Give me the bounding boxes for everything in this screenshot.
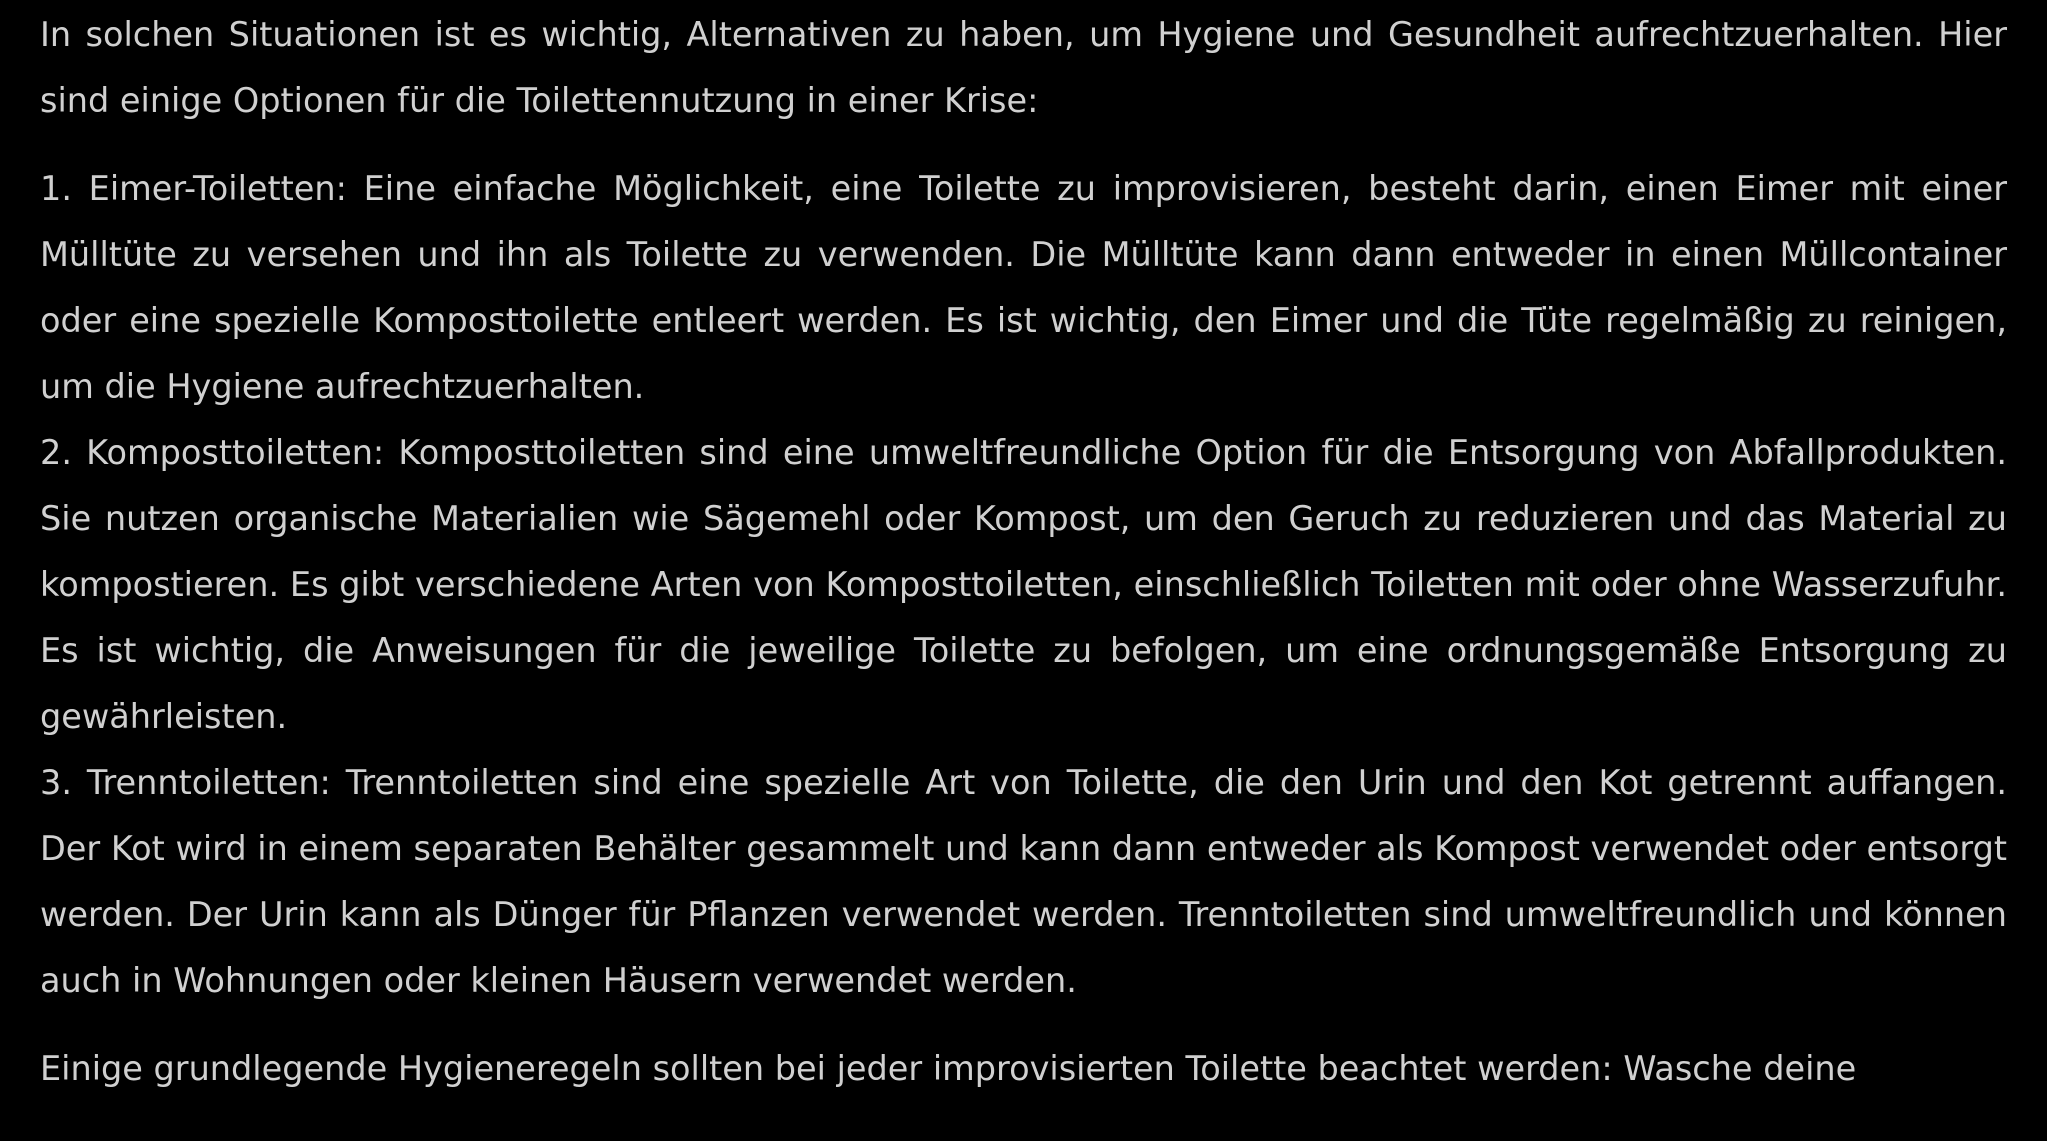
list-item-separating-toilet: 3. Trenntoiletten: Trenntoiletten sind eine spezielle Art von Toilette, die den Urin und den Kot getrennt auffangen. Der Kot wird in einem separaten Behälter gesammelt und kann dann entweder als Kompost verwendet oder entsorgt werden. Der Urin kann als Dünger für Pflanzen verwendet werden. Trenntoiletten sind umweltfreundlich und können auch in Wohnungen oder kleinen Häusern verwendet werden. bbox=[40, 763, 2007, 1000]
closing-paragraph: Einige grundlegende Hygieneregeln sollten bei jeder improvisierten Toilette beachtet werden: Wasche deine bbox=[40, 1049, 1857, 1088]
list-item-bucket-toilet: 1. Eimer-Toiletten: Eine einfache Möglichkeit, eine Toilette zu improvisieren, besteht darin, einen Eimer mit einer Mülltüte zu versehen und ihn als Toilette zu verwenden. Die Mülltüte kann dann entweder in einen Müllcontainer oder eine spezielle Komposttoilette entleert werden. Es ist wichtig, den Eimer und die Tüte regelmäßig zu reinigen, um die Hygiene aufrechtzuerhalten. bbox=[40, 169, 2007, 406]
document-body bbox=[40, 2, 2007, 1102]
options-list bbox=[40, 156, 2007, 1014]
intro-paragraph: In solchen Situationen ist es wichtig, Alternativen zu haben, um Hygiene und Gesundheit aufrechtzuerhalten. Hier sind einige Optionen für die Toilettennutzung in einer Krise: bbox=[40, 15, 2007, 120]
list-item-compost-toilet: 2. Komposttoiletten: Komposttoiletten sind eine umweltfreundliche Option für die Entsorgung von Abfallprodukten. Sie nutzen organische Materialien wie Sägemehl oder Kompost, um den Geruch zu reduzieren und das Material zu kompostieren. Es gibt verschiedene Arten von Komposttoiletten, einschließlich Toiletten mit oder ohne Wasserzufuhr. Es ist wichtig, die Anweisungen für die jeweilige Toilette zu befolgen, um eine ordnungsgemäße Entsorgung zu gewährleisten. bbox=[40, 433, 2007, 736]
